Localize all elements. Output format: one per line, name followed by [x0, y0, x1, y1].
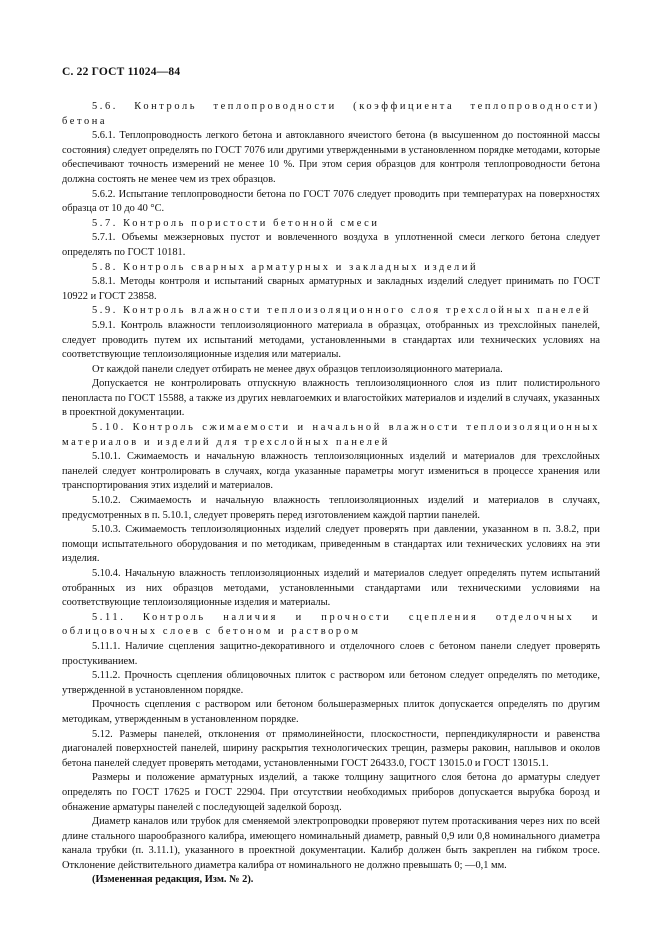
document-body [62, 100, 600, 888]
paragraph: 5.10.4. Начальную влажность теплоизоляционных изделий и материалов следует определять путем испытаний отобранных из них образцов методами, установленными стандартами или техническими условиями на соответствующие теплоизоляционные изделия и материалы. [62, 568, 600, 609]
section-heading: 5.10. Контроль сжимаемости и начальной влажности теплоизоляционных материалов и изделий для трехслойных панелей [62, 422, 600, 448]
paragraph: 5.7.1. Объемы межзерновых пустот и вовлеченного воздуха в уплотненной смеси легкого бетона следует определять по ГОСТ 10181. [62, 232, 600, 258]
section-heading: 5.6. Контроль теплопроводности (коэффициента теплопроводности) бетона [62, 101, 600, 127]
paragraph: 5.9.1. Контроль влажности теплоизоляционного материала в образцах, отобранных из трехслойных панелей, следует проводить путем их испытаний методами, установленными в стандартах или технических условиях на соответствующие теплоизоляционные изделия или материалы. [62, 319, 600, 361]
paragraph: Прочность сцепления с раствором или бетоном большеразмерных плиток допускается определять по другим методикам, утвержденным в установленном порядке. [62, 699, 600, 725]
paragraph: 5.11.1. Наличие сцепления защитно-декоративного и отделочного слоев с бетоном панели следует проверять простукиванием. [62, 640, 600, 667]
paragraph: Диаметр каналов или трубок для сменяемой электропроводки проверяют путем протаскивания через них по всей длине стального шарообразного калибра, имеющего номинальный диаметр, равный 0,9 или 0,8 номинального диаметра канала трубки (п. 3.11.1), указанного в проектной документации. Калибр должен быть закреплен на гибком тросе. Отклонение действительного диаметра калибра от номинального не должно превышать 0; —0,1 мм. [62, 816, 600, 871]
paragraph: 5.11.2. Прочность сцепления облицовочных плиток с раствором или бетоном следует определять по методике, утвержденной в установленном порядке. [62, 670, 600, 696]
paragraph: Допускается не контролировать отпускную влажность теплоизоляционного слоя из плит полистирольного пенопласта по ГОСТ 15588, а также из других невлагоемких и влагостойких материалов и изделий в случаях, указанных в проектной документации. [62, 378, 600, 419]
section-heading: 5.11. Контроль наличия и прочности сцепления отделочных и облицовочных слоев с бетоном и раствором [62, 611, 600, 638]
paragraph: Размеры и положение арматурных изделий, а также толщину защитного слоя бетона до арматуры следует определять по ГОСТ 17625 и ГОСТ 22904. При отсутствии необходимых приборов допускается вырубка борозд и обнажение арматуры панелей с последующей заделкой борозд. [62, 772, 600, 813]
paragraph: От каждой панели следует отбирать не менее двух образцов теплоизоляционного материала. [92, 363, 503, 375]
paragraph: 5.10.2. Сжимаемость и начальную влажность теплоизоляционных изделий и материалов в случаях, предусмотренных в п. 5.10.1, следует проверять перед изготовлением каждой партии панелей. [62, 495, 600, 521]
section-heading: 5.8. Контроль сварных арматурных и закладных изделий [92, 261, 479, 273]
paragraph: 5.6.1. Теплопроводность легкого бетона и автоклавного ячеистого бетона (в высушенном до постоянной массы состояния) следует определять по ГОСТ 7076 или другими утвержденными в установленном порядке методами, которые обеспечивают точность измерений не менее 10 %. При этом серия образцов для контроля теплопроводности бетона должна состоять не менее чем из трех образцов. [62, 130, 600, 185]
paragraph: 5.6.2. Испытание теплопроводности бетона по ГОСТ 7076 следует проводить при температурах на поверхностях образца от 10 до 40 °С. [62, 188, 600, 215]
section-heading: 5.7. Контроль пористости бетонной смеси [92, 217, 380, 229]
amendment-note: (Измененная редакция, Изм. № 2). [92, 874, 254, 886]
paragraph: 5.10.1. Сжимаемость и начальную влажность теплоизоляционных изделий и материалов для трехслойных панелей следует контролировать в случаях, когда указанные параметры могут измениться в процессе хранения или транспортирования этих изделий и материалов. [62, 451, 600, 492]
section-heading: 5.9. Контроль влажности теплоизоляционного слоя трехслойных панелей [92, 305, 592, 317]
paragraph: 5.12. Размеры панелей, отклонения от прямолинейности, плоскостности, перпендикулярности и равенства диагоналей поверхностей панелей, ширину раскрытия технологических трещин, размеры раковин, наплывов и околов бетона панелей следует проверять методами, установленными ГОСТ 26433.0, ГОСТ 13015.0 и ГОСТ 13015.1. [62, 728, 600, 769]
page-header: С. 22 ГОСТ 11024—84 [62, 66, 181, 78]
paragraph: 5.8.1. Методы контроля и испытаний сварных арматурных и закладных изделий следует принимать по ГОСТ 10922 и ГОСТ 23858. [62, 276, 600, 302]
paragraph: 5.10.3. Сжимаемость теплоизоляционных изделий следует проверять при давлении, указанном в п. 3.8.2, при помощи испытательного оборудования и по методикам, приведенным в стандартах или технических условиях на эти изделия. [62, 524, 600, 565]
